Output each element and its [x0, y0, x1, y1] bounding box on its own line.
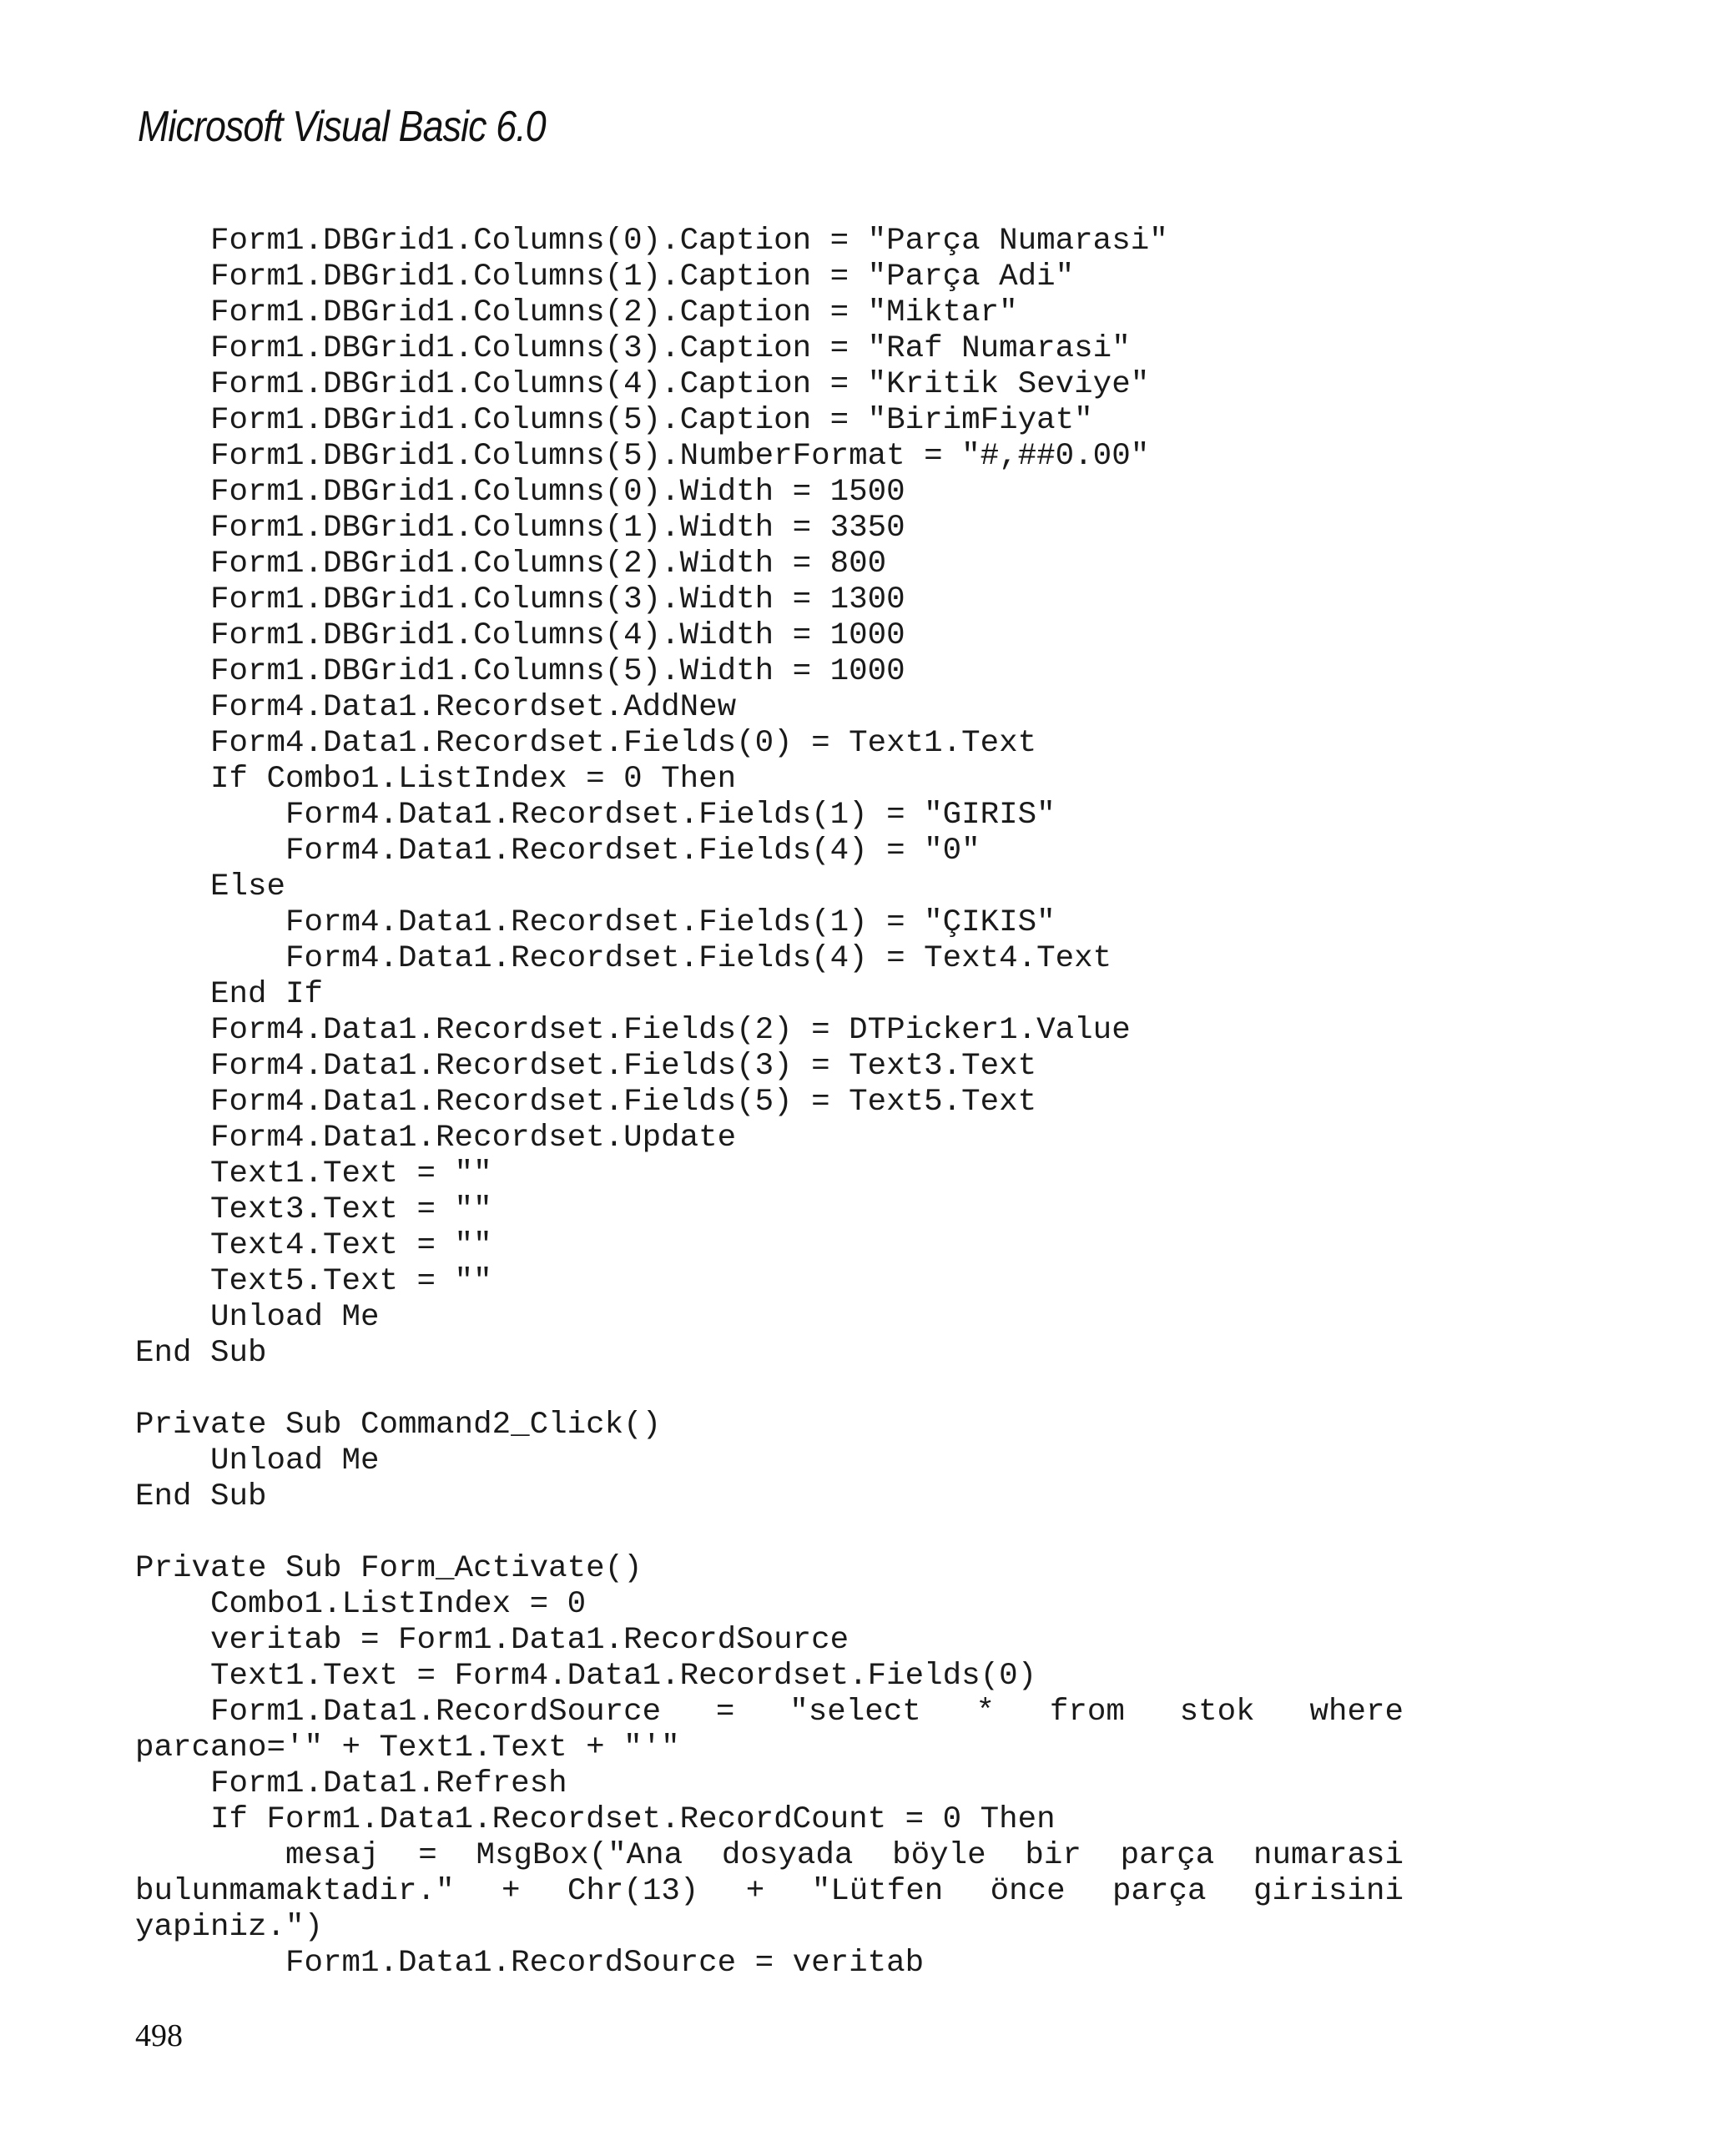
code-line: Form1.DBGrid1.Columns(2).Width = 800: [135, 547, 887, 582]
code-line: Form1.DBGrid1.Columns(5).Width = 1000: [135, 654, 905, 689]
code-line: End If: [135, 977, 324, 1012]
code-line: Combo1.ListIndex = 0: [135, 1587, 587, 1622]
code-line: Form4.Data1.Recordset.Fields(0) = Text1.Text: [135, 726, 1037, 761]
code-line: Text1.Text = "": [135, 1156, 492, 1191]
page-number: 498: [135, 2018, 183, 2053]
code-line: parcano='" + Text1.Text + "'": [135, 1730, 680, 1766]
code-line: Form4.Data1.Recordset.Fields(5) = Text5.Text: [135, 1085, 1037, 1120]
code-line: Unload Me: [135, 1300, 380, 1335]
code-line: If Form1.Data1.Recordset.RecordCount = 0 Then: [135, 1802, 1056, 1837]
code-line: Form4.Data1.Recordset.Update: [135, 1121, 737, 1156]
code-line: Form4.Data1.Recordset.Fields(1) = "ÇIKIS": [135, 905, 1056, 940]
code-line: Text4.Text = "": [135, 1228, 492, 1263]
code-line: Form4.Data1.Recordset.Fields(4) = "0": [135, 834, 981, 869]
code-line: Form1.Data1.Refresh: [135, 1766, 567, 1801]
code-line: Private Sub Form_Activate(): [135, 1551, 643, 1586]
code-line: Text1.Text = Form4.Data1.Recordset.Fields(0): [135, 1659, 1037, 1694]
code-line: Form1.Data1.RecordSource = veritab: [135, 1946, 925, 1981]
code-line: Unload Me: [135, 1443, 380, 1478]
code-line: mesaj = MsgBox("Ana dosyada böyle bir parça numarasi: [285, 1838, 1404, 1873]
code-line: Form1.DBGrid1.Columns(0).Width = 1500: [135, 475, 905, 510]
code-line: Form1.Data1.RecordSource = "select * from stok where: [210, 1695, 1404, 1730]
code-line: yapiniz."): [135, 1910, 324, 1945]
code-listing: [135, 224, 1404, 1982]
code-line: Form4.Data1.Recordset.Fields(4) = Text4.Text: [135, 941, 1112, 976]
code-line: veritab = Form1.Data1.RecordSource: [135, 1623, 849, 1658]
code-line: Else: [135, 869, 286, 904]
code-line: Form1.DBGrid1.Columns(4).Caption = "Kritik Seviye": [135, 367, 1150, 402]
code-line: Private Sub Command2_Click(): [135, 1408, 662, 1443]
code-line: [135, 1515, 1404, 1551]
code-line: Form4.Data1.Recordset.Fields(1) = "GIRIS": [135, 798, 1056, 833]
code-line: Form1.DBGrid1.Columns(5).Caption = "BirimFiyat": [135, 403, 1093, 438]
code-line: Form1.DBGrid1.Columns(3).Caption = "Raf Numarasi": [135, 331, 1131, 366]
code-line: Form1.DBGrid1.Columns(0).Caption = "Parça Numarasi": [135, 224, 1168, 259]
code-line: End Sub: [135, 1479, 267, 1514]
code-line: Form1.DBGrid1.Columns(1).Caption = "Parça Adi": [135, 259, 1075, 295]
code-line: bulunmamaktadir." + Chr(13) + "Lütfen önce parça girisini: [135, 1874, 1404, 1909]
code-line: Form1.DBGrid1.Columns(5).NumberFormat = "#,##0.00": [135, 439, 1150, 474]
code-line: Form1.DBGrid1.Columns(2).Caption = "Miktar": [135, 295, 1018, 330]
code-line: Form4.Data1.Recordset.Fields(3) = Text3.Text: [135, 1049, 1037, 1084]
code-line: Text3.Text = "": [135, 1192, 492, 1227]
page-header-title: Microsoft Visual Basic 6.0: [138, 103, 546, 151]
code-line: Form4.Data1.Recordset.AddNew: [135, 690, 737, 725]
code-line: If Combo1.ListIndex = 0 Then: [135, 762, 737, 797]
code-line: Form1.DBGrid1.Columns(1).Width = 3350: [135, 511, 905, 546]
code-line: End Sub: [135, 1336, 267, 1371]
code-line: Form4.Data1.Recordset.Fields(2) = DTPicker1.Value: [135, 1013, 1131, 1048]
code-line: Form1.DBGrid1.Columns(3).Width = 1300: [135, 582, 905, 617]
code-line: Form1.DBGrid1.Columns(4).Width = 1000: [135, 618, 905, 653]
code-line: Text5.Text = "": [135, 1264, 492, 1299]
code-line: [135, 1372, 1404, 1408]
